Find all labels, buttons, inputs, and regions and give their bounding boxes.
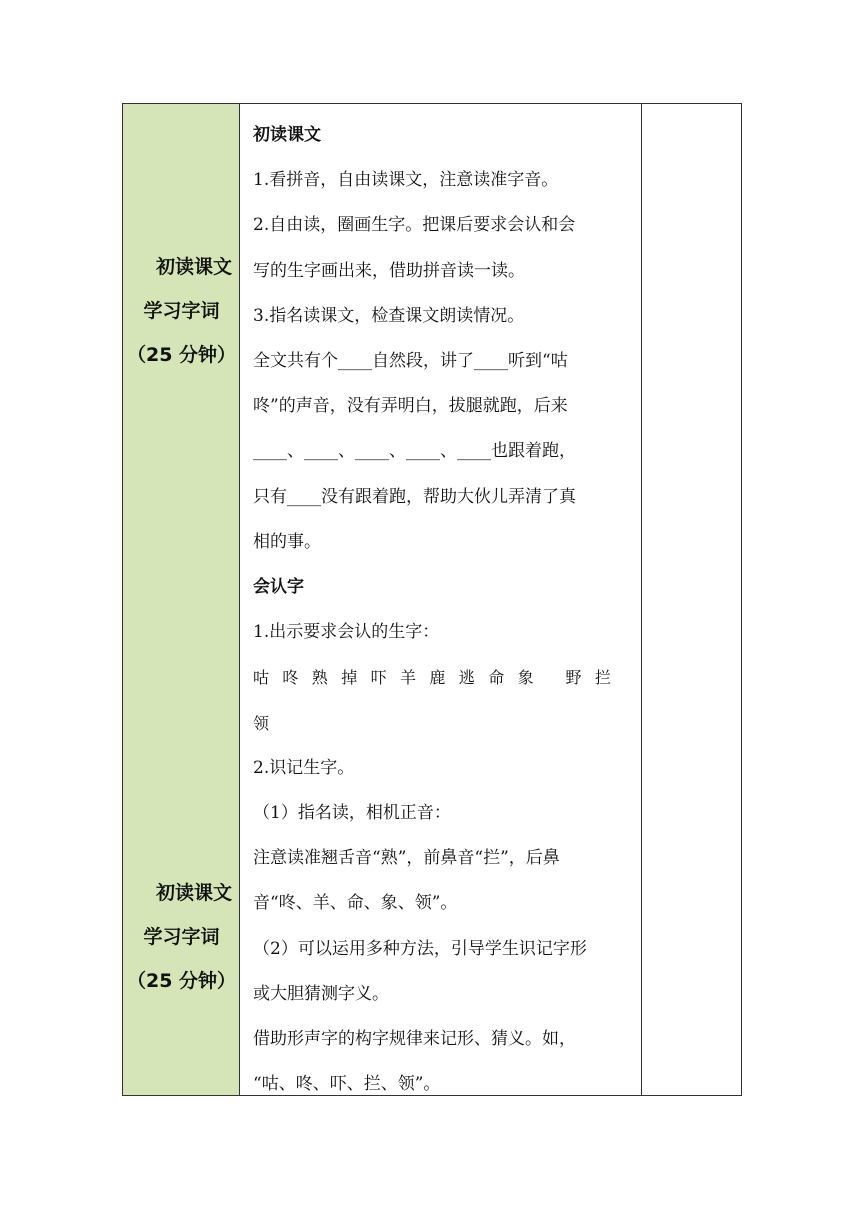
character-list-2: 领 — [253, 713, 270, 733]
heading-recognize-chars: 会认字 — [253, 577, 304, 598]
section-label-1: 初读课文 学习字词 （25 分钟） — [126, 256, 237, 366]
fill-blank-5: 相的事。 — [253, 531, 321, 552]
section-label-2: 初读课文 学习字词 （25 分钟） — [126, 882, 237, 992]
reading-step-1: 1.看拼音，自由读课文，注意读准字音。 — [253, 170, 559, 191]
recognize-step-2: 2.识记生字。 — [253, 757, 355, 778]
pronunciation-note-a: 注意读准翘舌音“熟”，前鼻音“拦”，后鼻 — [253, 848, 560, 869]
recognize-step-2-2a: （2）可以运用多种方法，引导学生识记字形 — [253, 938, 587, 959]
reading-step-2a: 2.自由读，圈画生字。把课后要求会认和会 — [253, 215, 576, 236]
reading-step-3: 3.指名读课文，检查课文朗读情况。 — [253, 305, 525, 326]
lesson-table — [122, 103, 742, 1096]
lesson-content — [253, 113, 639, 1107]
section-label-column — [123, 104, 240, 1095]
fill-blank-1: 全文共有个____自然段，讲了____听到“咕 — [253, 351, 568, 372]
recognize-step-1: 1.出示要求会认的生字： — [253, 622, 440, 643]
reading-step-2b: 写的生字画出来，借助拼音读一读。 — [253, 260, 525, 281]
fill-blank-3: ____、____、____、____、____也跟着跑， — [253, 441, 576, 462]
notes-column — [642, 104, 740, 1095]
fill-blank-4: 只有____没有跟着跑，帮助大伙儿弄清了真 — [253, 486, 576, 507]
phono-semantic-note-b: “咕、咚、吓、拦、领”。 — [253, 1074, 441, 1095]
character-list: 咕咚熟掉吓羊鹿逃命象 野拦 — [253, 668, 625, 688]
fill-blank-2: 咚”的声音，没有弄明白，拔腿就跑，后来 — [253, 396, 568, 417]
phono-semantic-note-a: 借助形声字的构字规律来记形、猜义。如， — [253, 1029, 576, 1050]
heading-first-reading: 初读课文 — [253, 125, 321, 145]
recognize-step-2-1: （1）指名读，相机正音： — [253, 803, 451, 824]
recognize-step-2-2b: 或大胆猜测字义。 — [253, 983, 389, 1004]
pronunciation-note-b: 音“咚、羊、命、象、领”。 — [253, 893, 458, 914]
